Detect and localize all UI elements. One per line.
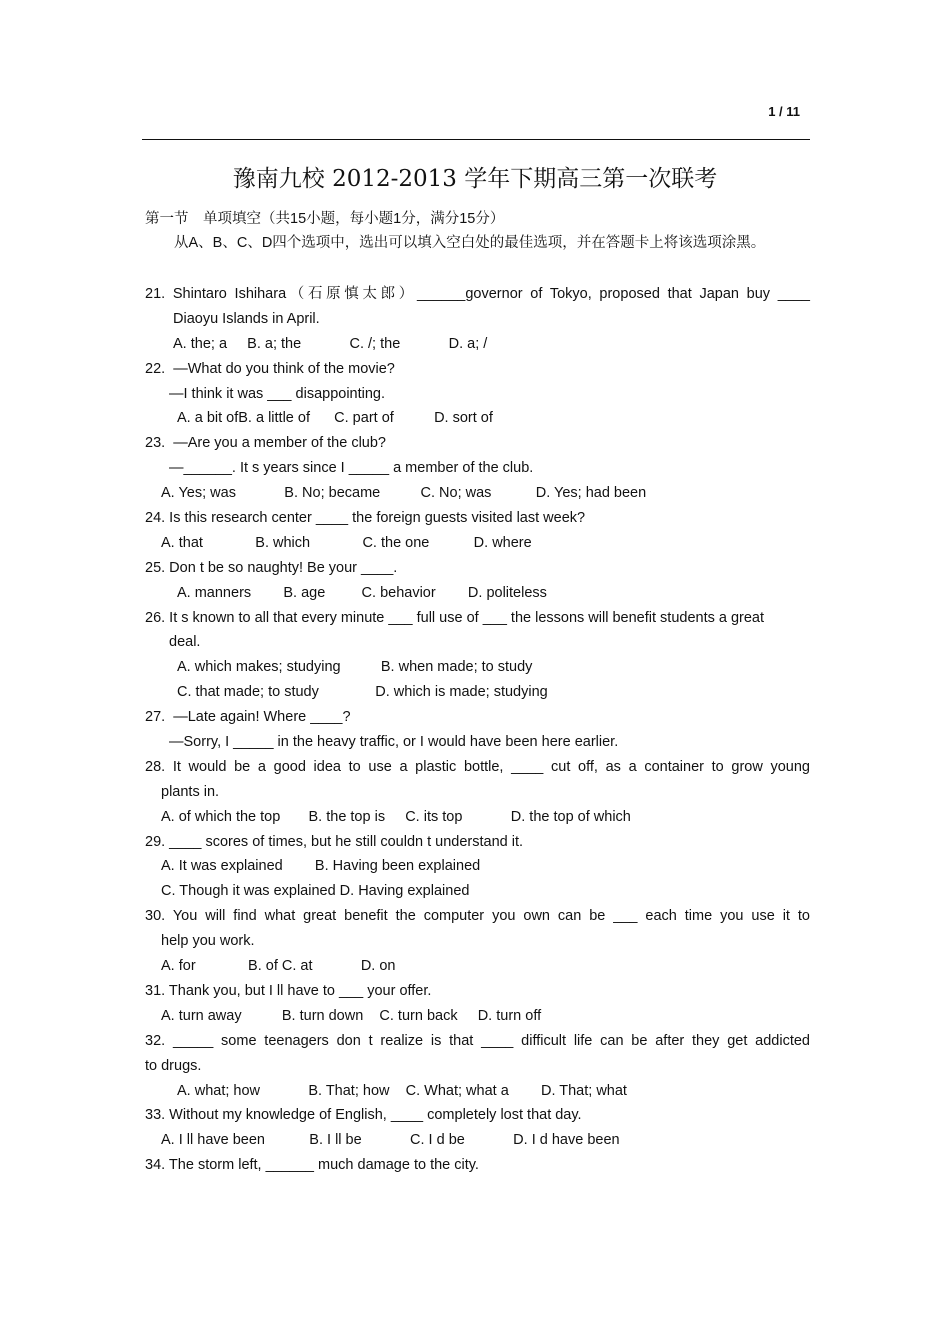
question-line: 28. It would be a good idea to use a plastic bottle, ____ cut off, as a container to grow young: [145, 758, 810, 775]
option-line: A. Yes; was B. No; became C. No; was D. Yes; had been: [161, 485, 647, 502]
option-line: C. Though it was explained D. Having explained: [161, 883, 470, 900]
option-line: A. for B. of C. at D. on: [161, 958, 396, 975]
question-list: [145, 282, 810, 1178]
question-line: 30. You will find what great benefit the computer you own can be ___ each time you use it to: [145, 908, 810, 925]
question-line: 24. Is this research center ____ the foreign guests visited last week?: [145, 510, 586, 527]
section-instruction: 从A、B、C、D四个选项中，选出可以填入空白处的最佳选项，并在答题卡上将该选项涂黑。: [174, 235, 766, 251]
dialogue-line: —Sorry, I _____ in the heavy traffic, or I would have been here earlier.: [169, 734, 619, 751]
dialogue-line: —I think it was ___ disappointing.: [169, 385, 386, 402]
question-line: 33. Without my knowledge of English, ____ completely lost that day.: [145, 1107, 582, 1124]
option-line: A. It was explained B. Having been explained: [161, 858, 481, 875]
option-line: A. I ll have been B. I ll be C. I d be D. I d have been: [161, 1132, 620, 1149]
section-title: 第一节 单项填空（共15小题，每小题1分，满分15分）: [145, 211, 505, 227]
option-line: A. manners B. age C. behavior D. politeless: [177, 584, 547, 601]
header-rule: [142, 139, 810, 140]
question-line: 27. —Late again! Where ____?: [145, 709, 351, 726]
question-line: 34. The storm left, ______ much damage to the city.: [145, 1157, 479, 1174]
question-line: 23. —Are you a member of the club?: [145, 435, 386, 452]
page-number: 1 / 11: [768, 104, 800, 119]
question-line: Diaoyu Islands in April.: [173, 310, 320, 327]
option-line: A. a bit ofB. a little of C. part of D. sort of: [177, 410, 493, 427]
exam-title: 豫南九校 2012-2013 学年下期高三第一次联考: [232, 166, 718, 192]
option-line: A. what; how B. That; how C. What; what a D. That; what: [177, 1082, 627, 1099]
option-line: A. turn away B. turn down C. turn back D. turn off: [161, 1007, 542, 1024]
question-line: 31. Thank you, but I ll have to ___ your offer.: [145, 982, 432, 999]
question-line: deal.: [169, 634, 201, 651]
question-line: 21. Shintaro Ishihara（石原慎太郎）______governor of Tokyo, proposed that Japan buy ____: [145, 286, 810, 302]
question-line: plants in.: [161, 783, 220, 800]
question-line: 32. _____ some teenagers don t realize is that ____ difficult life can be after they get addicted: [145, 1032, 810, 1049]
option-line: A. of which the top B. the top is C. its top D. the top of which: [161, 808, 631, 825]
question-line: 26. It s known to all that every minute ___ full use of ___ the lessons will benefit students a great: [145, 609, 765, 626]
question-line: 29. ____ scores of times, but he still couldn t understand it.: [145, 833, 524, 850]
option-line: A. the; a B. a; the C. /; the D. a; /: [173, 335, 488, 352]
question-line: 25. Don t be so naughty! Be your ____.: [145, 559, 398, 576]
section-header: [145, 207, 810, 256]
question-line: 22. —What do you think of the movie?: [145, 360, 395, 377]
option-line: C. that made; to study D. which is made; studying: [177, 684, 548, 701]
question-line: help you work.: [161, 933, 255, 950]
option-line: A. that B. which C. the one D. where: [161, 534, 532, 551]
dialogue-line: —______. It s years since I _____ a member of the club.: [169, 460, 534, 477]
question-line: to drugs.: [145, 1057, 202, 1074]
option-line: A. which makes; studying B. when made; to study: [177, 659, 533, 676]
